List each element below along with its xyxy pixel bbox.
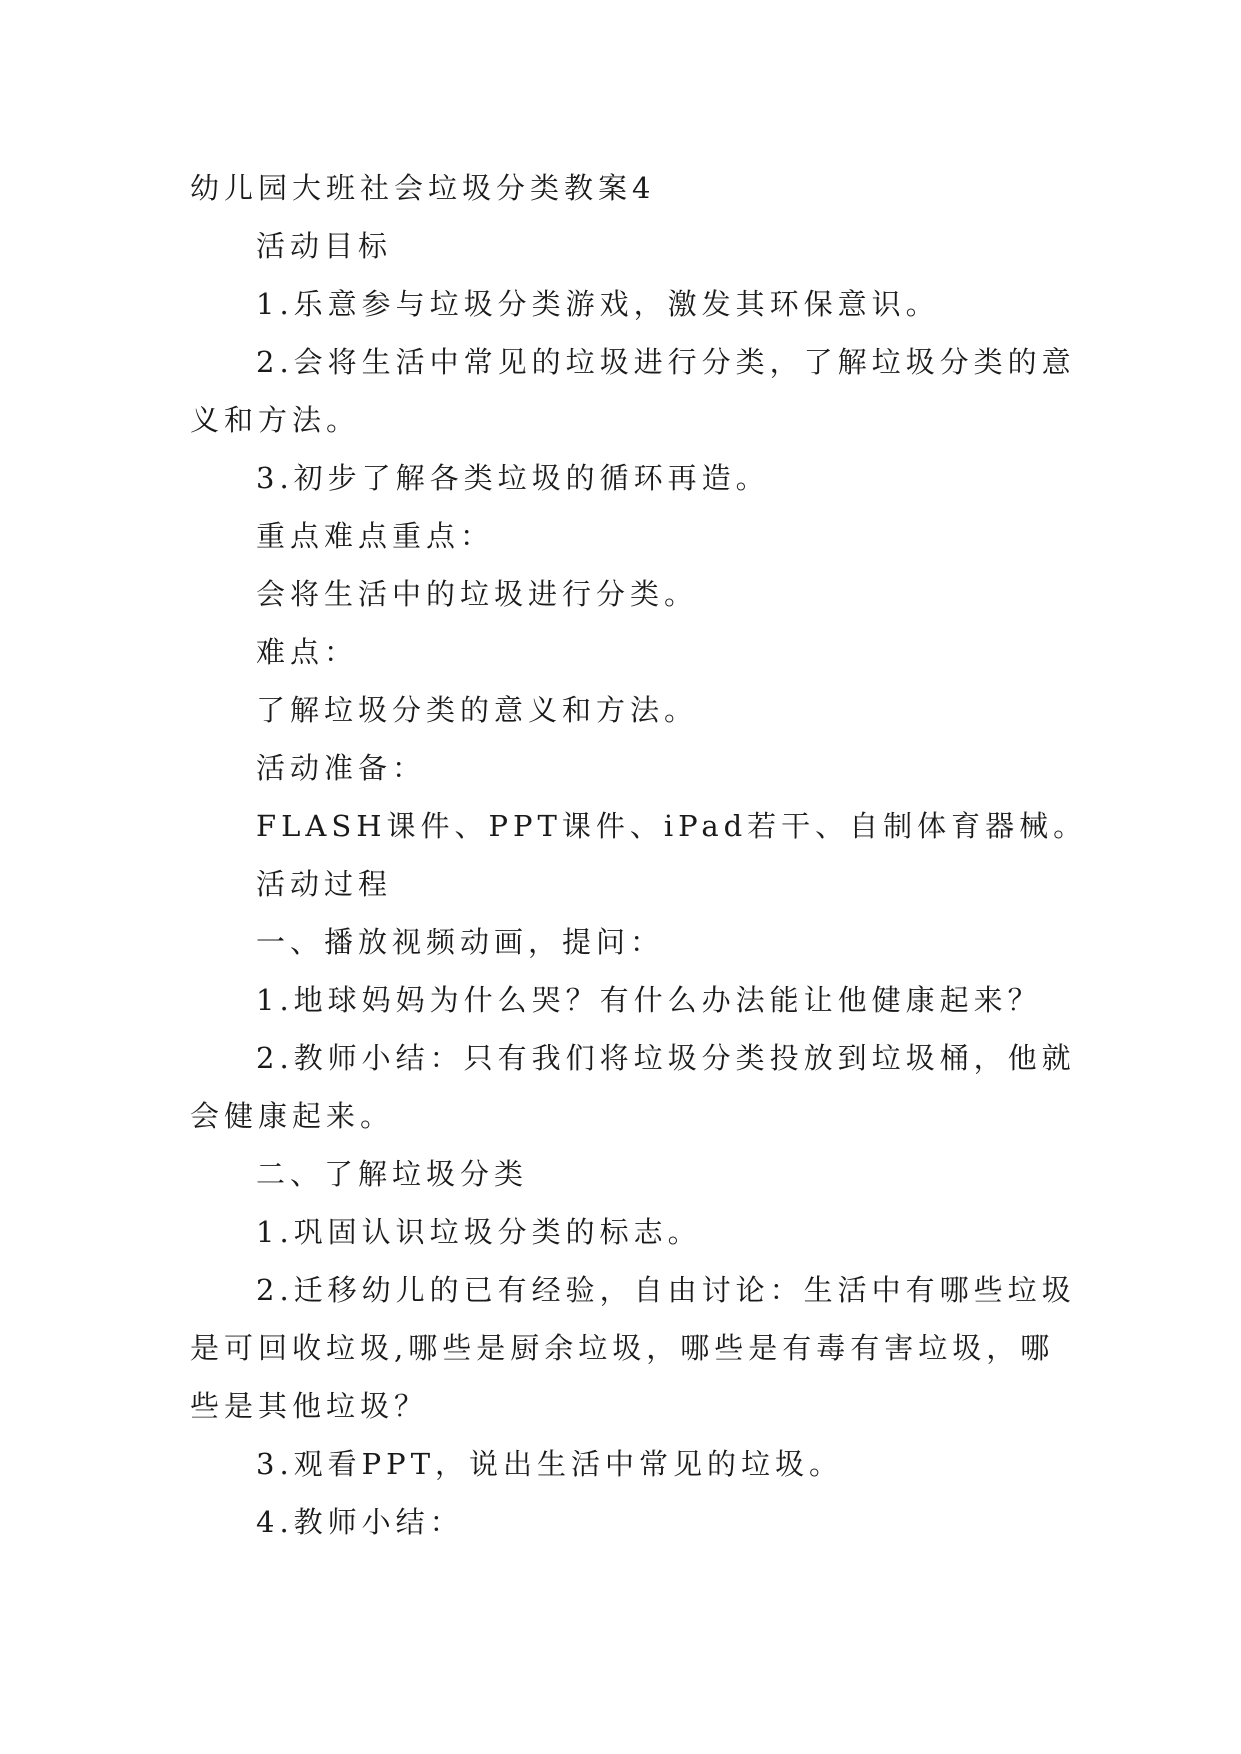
paragraph-line: 是可回收垃圾,哪些是厨余垃圾，哪些是有毒有害垃圾，哪 (190, 1331, 1055, 1365)
document-title: 幼儿园大班社会垃圾分类教案4 (190, 171, 656, 205)
paragraph-line: 一、播放视频动画，提问： (256, 925, 665, 959)
section-heading-process: 活动过程 (256, 867, 393, 901)
section-heading-preparation: 活动准备： (256, 751, 427, 785)
paragraph-line: 1.乐意参与垃圾分类游戏，激发其环保意识。 (256, 287, 940, 321)
paragraph-line: 2.会将生活中常见的垃圾进行分类，了解垃圾分类的意 (256, 345, 1076, 379)
paragraph-line: 4.教师小结： (256, 1505, 464, 1539)
paragraph-line: 3.观看PPT，说出生活中常见的垃圾。 (256, 1447, 844, 1481)
paragraph-line: 会将生活中的垃圾进行分类。 (256, 577, 699, 611)
paragraph-line: 1.巩固认识垃圾分类的标志。 (256, 1215, 702, 1249)
paragraph-line: 些是其他垃圾？ (190, 1389, 429, 1423)
paragraph-line: 二、了解垃圾分类 (256, 1157, 529, 1191)
paragraph-line: FLASH课件、PPT课件、iPad若干、自制体育器械。 (256, 809, 1088, 843)
paragraph-line: 1.地球妈妈为什么哭？有什么办法能让他健康起来？ (256, 983, 1042, 1017)
paragraph-line: 3.初步了解各类垃圾的循环再造。 (256, 461, 770, 495)
paragraph-line: 会健康起来。 (190, 1099, 395, 1133)
paragraph-line: 2.迁移幼儿的已有经验，自由讨论：生活中有哪些垃圾 (256, 1273, 1076, 1307)
paragraph-line: 义和方法。 (190, 403, 361, 437)
paragraph-line: 了解垃圾分类的意义和方法。 (256, 693, 699, 727)
section-heading-key-points: 重点难点重点： (256, 519, 495, 553)
section-heading-activity-goals: 活动目标 (256, 229, 393, 263)
section-heading-difficulty: 难点： (256, 635, 359, 669)
paragraph-line: 2.教师小结：只有我们将垃圾分类投放到垃圾桶，他就 (256, 1041, 1076, 1075)
